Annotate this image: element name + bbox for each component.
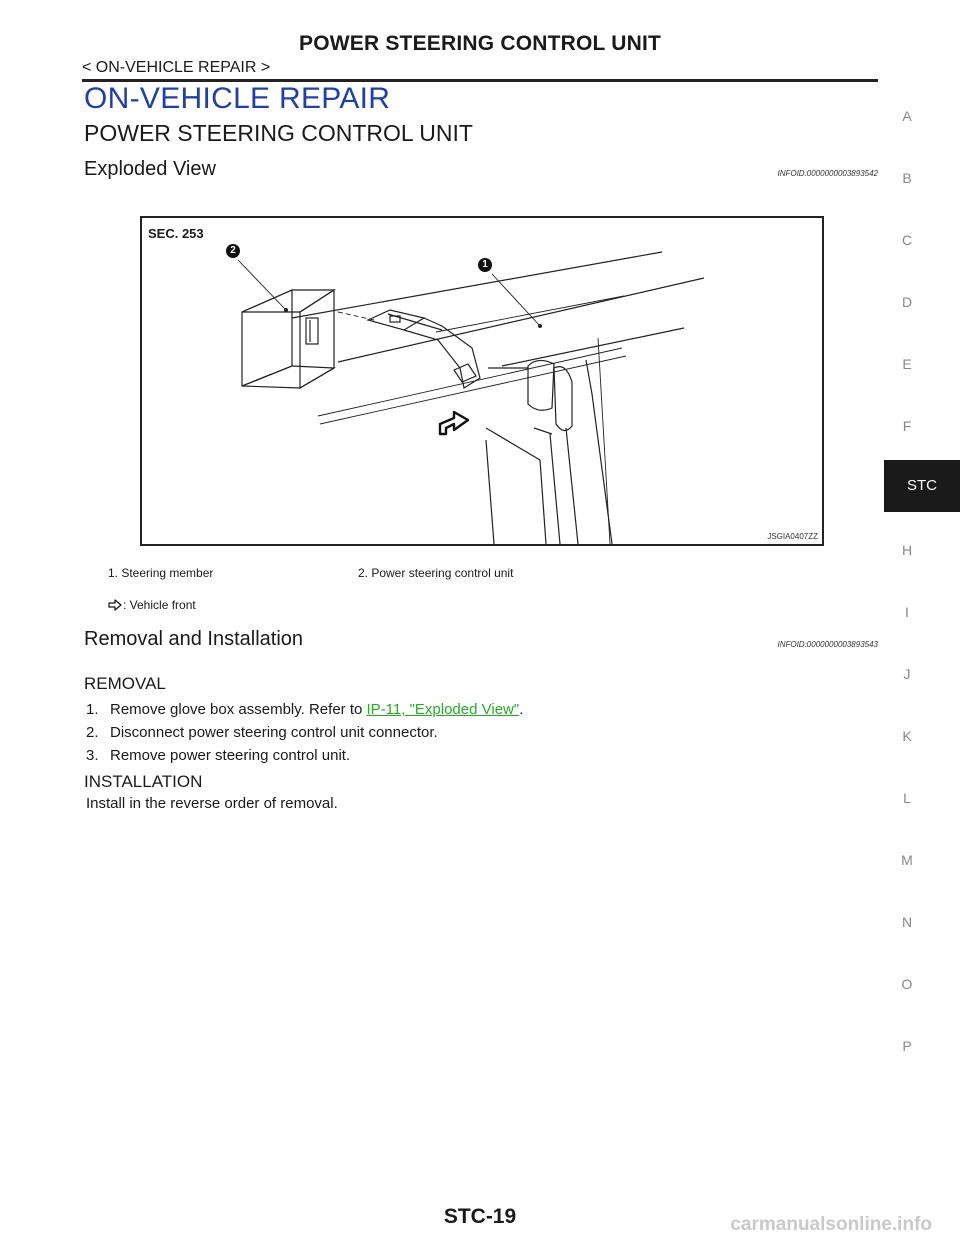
callout-2: 2 — [226, 244, 240, 258]
callout-1: 1 — [478, 258, 492, 272]
step-number: 3. — [86, 747, 99, 764]
page-title: POWER STEERING CONTROL UNIT — [298, 32, 662, 55]
side-nav-N[interactable]: N — [901, 914, 913, 930]
step-number: 1. — [86, 701, 99, 718]
exploded-view-infoid: INFOID:0000000003893542 — [777, 169, 878, 178]
side-nav-L[interactable]: L — [903, 790, 911, 806]
step-1 — [86, 701, 523, 718]
section-title: ON-VEHICLE REPAIR — [84, 82, 391, 115]
side-nav-F[interactable]: F — [902, 418, 912, 434]
breadcrumb: < ON-VEHICLE REPAIR > — [82, 59, 271, 76]
step-text: Remove glove box assembly. Refer to — [110, 701, 367, 718]
legend-item-1: 1. Steering member — [108, 566, 214, 580]
step-text: Remove power steering control unit. — [110, 747, 351, 764]
vehicle-front-arrow-icon — [108, 599, 122, 611]
side-nav-A[interactable]: A — [902, 108, 912, 124]
side-nav-K[interactable]: K — [902, 728, 912, 744]
sec-label: SEC. 253 — [148, 226, 204, 241]
vehicle-front-legend — [108, 598, 196, 612]
legend-item-2: 2. Power steering control unit — [358, 566, 514, 580]
ip-11-exploded-view-link[interactable]: IP-11, "Exploded View" — [366, 701, 520, 718]
side-nav-B[interactable]: B — [902, 170, 912, 186]
side-nav-J[interactable]: J — [903, 666, 911, 682]
side-nav-I[interactable]: I — [905, 604, 909, 620]
removal-installation-infoid: INFOID:0000000003893543 — [777, 640, 878, 649]
step-2 — [86, 724, 438, 741]
figure-code: JSGIA0407ZZ — [767, 532, 818, 541]
removal-installation-heading: Removal and Installation — [84, 628, 304, 650]
side-nav-H[interactable]: H — [901, 542, 913, 558]
step-number: 2. — [86, 724, 99, 741]
subsection-title: POWER STEERING CONTROL UNIT — [84, 120, 473, 146]
installation-heading: INSTALLATION — [84, 772, 203, 791]
side-nav-O[interactable]: O — [901, 976, 913, 992]
installation-text: Install in the reverse order of removal. — [86, 795, 338, 812]
removal-heading: REMOVAL — [84, 674, 166, 693]
exploded-view-figure — [140, 216, 824, 546]
vehicle-front-label: : Vehicle front — [123, 598, 196, 612]
exploded-view-heading: Exploded View — [84, 158, 216, 180]
page-number: STC-19 — [443, 1205, 517, 1228]
side-nav-C[interactable]: C — [901, 232, 913, 248]
side-nav-E[interactable]: E — [902, 356, 912, 372]
vehicle-front-arrow-icon — [440, 412, 468, 434]
side-nav-D[interactable]: D — [901, 294, 913, 310]
side-nav-P[interactable]: P — [902, 1038, 912, 1054]
step-text: Disconnect power steering control unit connector. — [110, 724, 438, 741]
side-nav-M[interactable]: M — [901, 852, 913, 868]
step-end: . — [519, 701, 524, 718]
side-tab-stc[interactable]: STC — [884, 460, 960, 512]
step-3 — [86, 747, 350, 764]
watermark: carmanualsonline.info — [730, 1214, 932, 1235]
